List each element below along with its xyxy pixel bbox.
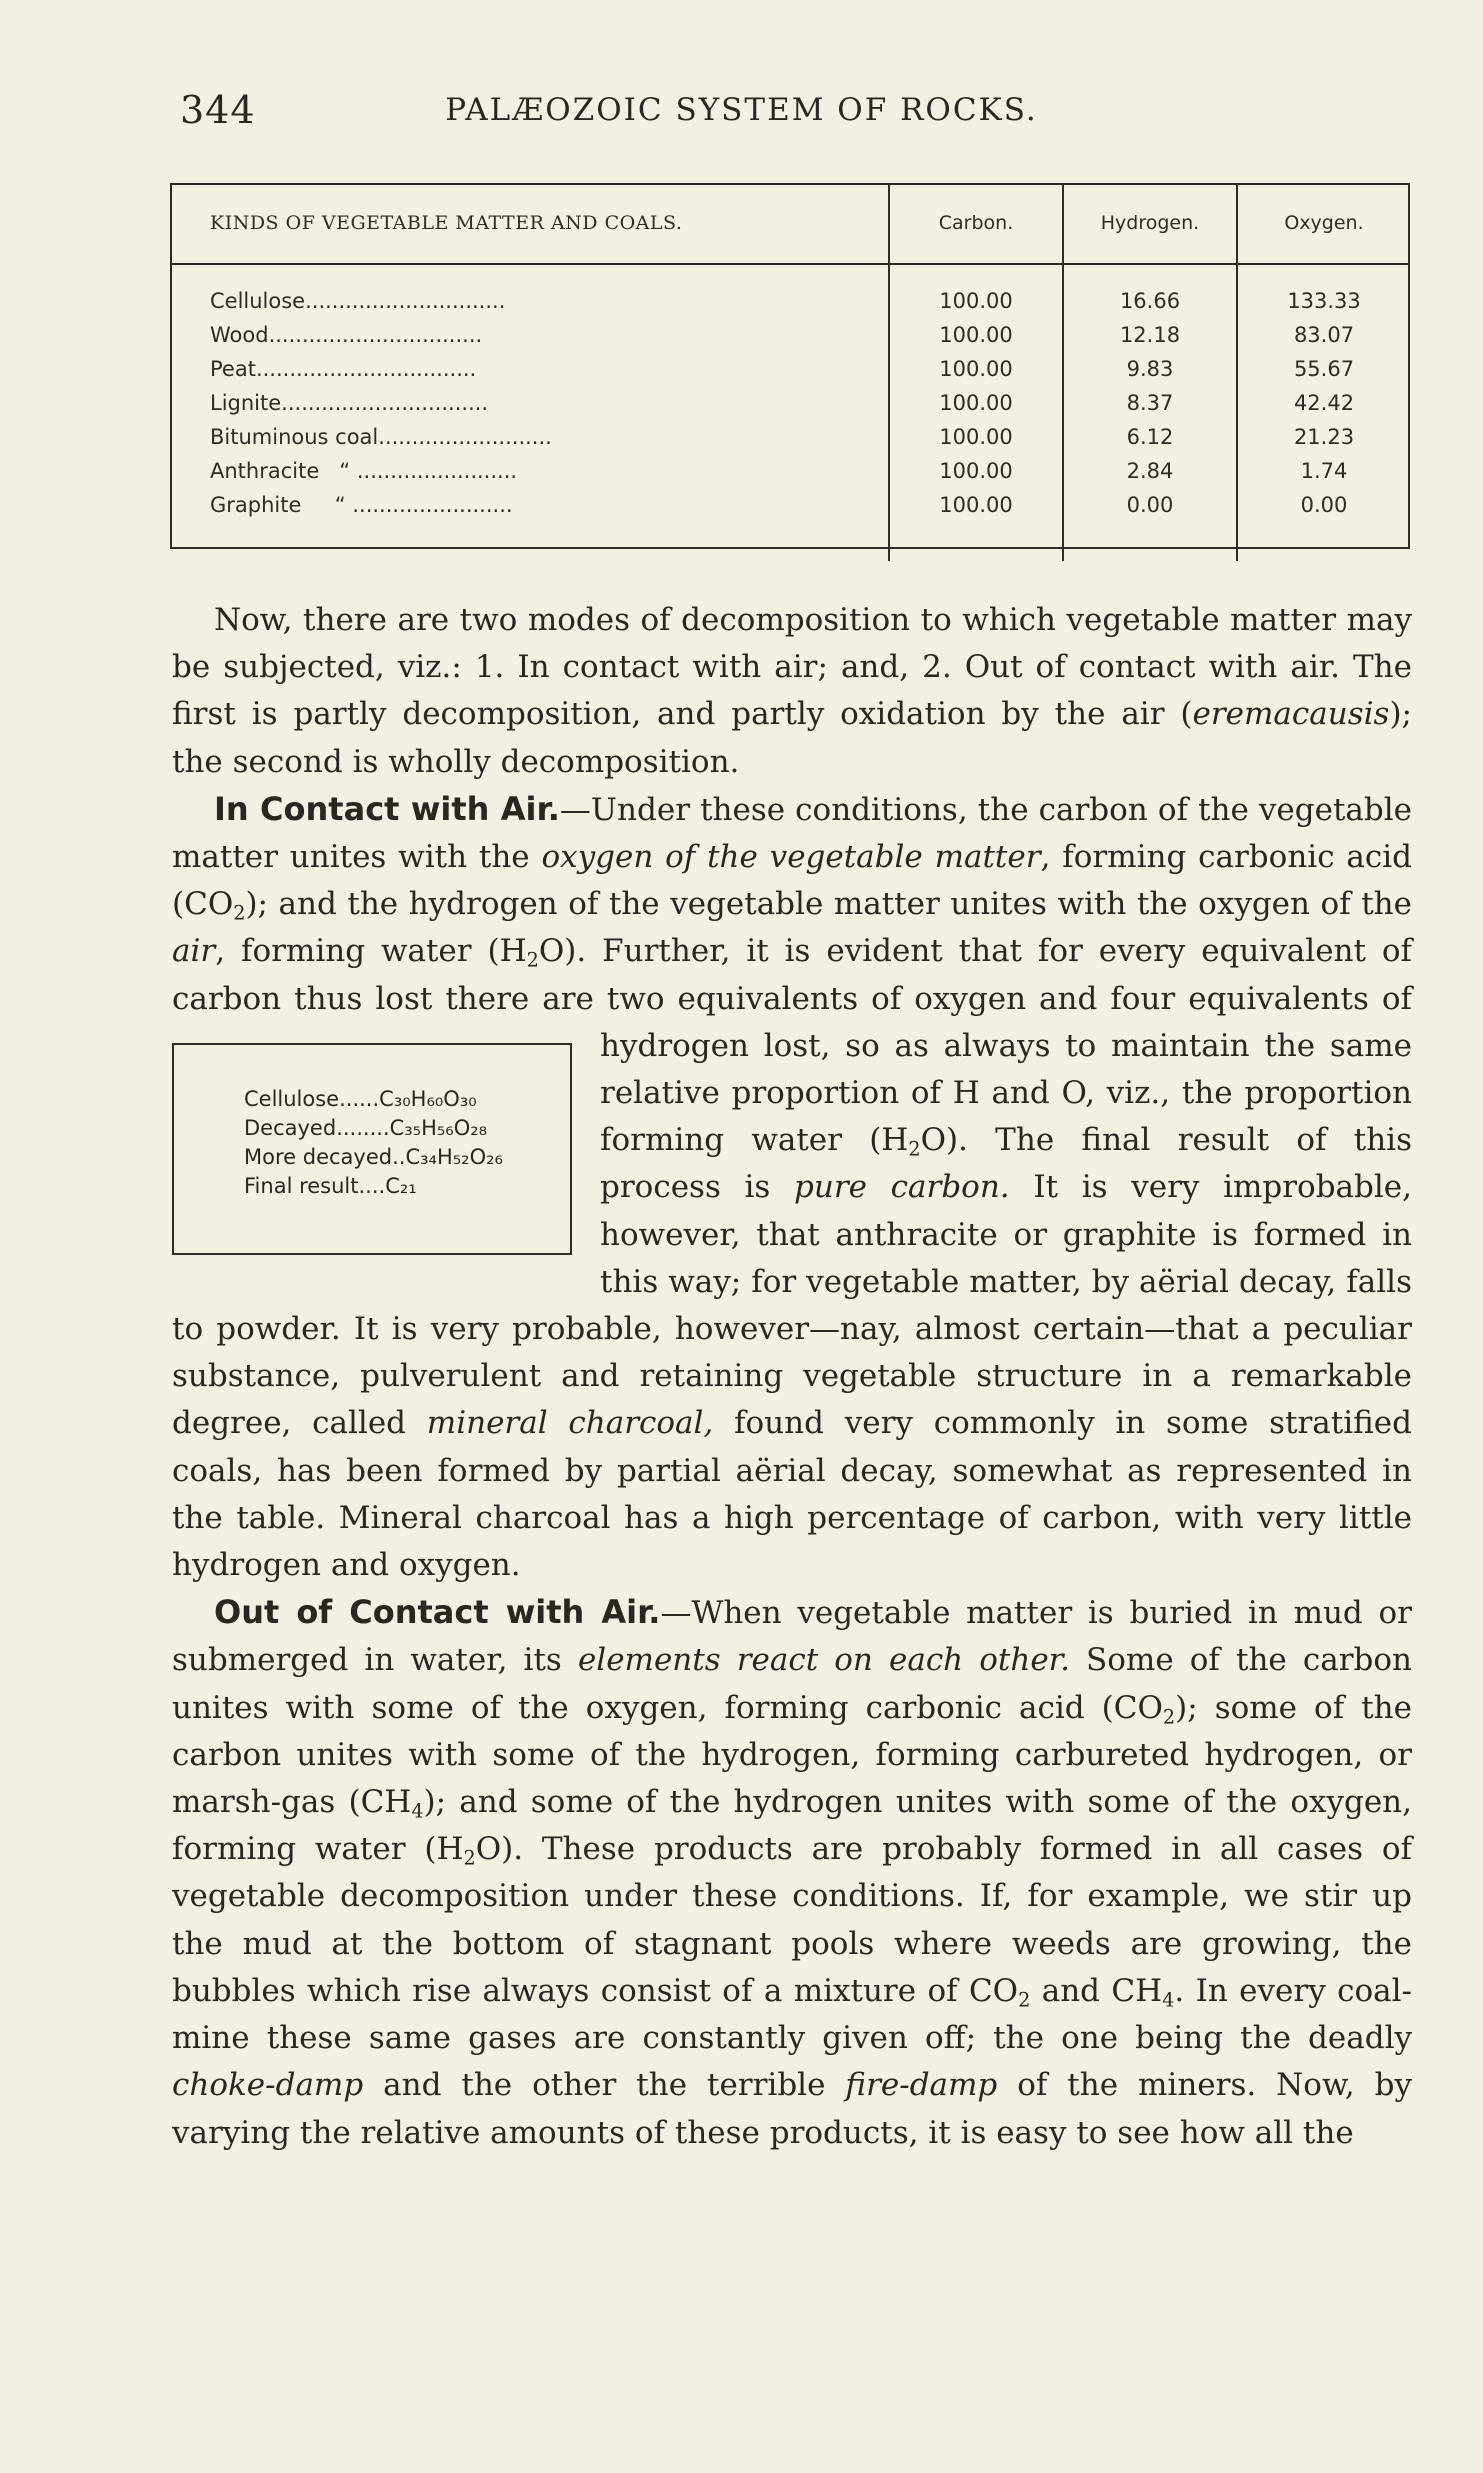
- table-header-row: [170, 183, 1410, 264]
- column-header-oxygen: Oxygen.: [1237, 183, 1410, 264]
- paragraph-text: Now, there are two modes of decomposition to which vegetable matter may be subjected, viz.: 1. In contact with air; and, 2. Out of contact with air. The first is partly decomposition, and partly oxidation by the air (: [172, 602, 1412, 733]
- inset-dots: ....: [358, 1173, 386, 1198]
- cell-oxygen: 21.23: [1237, 420, 1410, 454]
- kind-label: Bituminous coal: [210, 425, 379, 449]
- leader-dots: ................................: [268, 323, 483, 347]
- cell-hydrogen: 6.12: [1063, 420, 1237, 454]
- cell-oxygen: 0.00: [1237, 488, 1410, 561]
- inset-formula: C₃₀H₆₀O₃₀: [379, 1086, 477, 1111]
- cell-kind: [170, 454, 889, 488]
- page-header: [0, 88, 1483, 138]
- paragraph-text: ); and the hydrogen of the vegetable matter unites with the oxygen of the: [245, 886, 1412, 923]
- subscript: 2: [463, 1846, 476, 1870]
- leader-dots: ........................: [350, 459, 518, 483]
- running-title: PALÆOZOIC SYSTEM OF ROCKS.: [445, 92, 1038, 128]
- table-row: [170, 454, 1410, 488]
- cell-hydrogen: 0.00: [1063, 488, 1237, 561]
- inset-row: [202, 1143, 572, 1172]
- cell-hydrogen: 2.84: [1063, 454, 1237, 488]
- cell-oxygen: 55.67: [1237, 352, 1410, 386]
- paragraph-out-of-contact: [172, 1589, 1412, 2156]
- paragraph-text: ); some of the carbon unites with some of the hydrogen, forming carbureted hydrogen, or marsh-gas (CH: [172, 1689, 1412, 1821]
- paragraph-text: —Under these conditions, the carbon of the vegetable matter unites with the: [172, 791, 1412, 876]
- inset-right-rule: [570, 1045, 572, 1253]
- column-header-hydrogen: Hydrogen.: [1063, 183, 1237, 264]
- inset-label: Cellulose: [244, 1086, 340, 1111]
- paragraph-text: O). These products are probably formed in all cases of vegetable decomposition under these conditions. If, for example, we stir up the mud at the bottom of stagnant pools where weeds are growing, the bubbles which rise always consist of a mixture of CO: [172, 1831, 1412, 2009]
- page-number: 344: [180, 88, 256, 132]
- column-header-kind: KINDS OF VEGETABLE MATTER AND COALS.: [170, 183, 889, 264]
- emphasis-text: oxygen of the vegetable matter: [541, 839, 1041, 876]
- decay-formula-inset: [172, 1043, 572, 1255]
- table-row: [170, 264, 1410, 318]
- cell-oxygen: 1.74: [1237, 454, 1410, 488]
- kind-label: Anthracite “: [210, 459, 351, 483]
- paragraph-in-contact: [172, 786, 1412, 1589]
- paragraph-modes: [172, 597, 1412, 786]
- inset-dots: ........: [336, 1115, 390, 1140]
- paragraph-text: , forming water (H: [215, 933, 527, 970]
- paragraph-text: O). Further, it is evident that for every equivalent of carbon thus lost there are two equivalents of oxygen and four equivalents of hydrogen lost, so as: [172, 933, 1413, 1064]
- paragraph-text: and the other the terrible: [363, 2067, 846, 2104]
- paragraph-text: ); and some of the hydrogen unites with some of the oxygen, forming water (H: [172, 1784, 1412, 1868]
- inset-label: Decayed: [244, 1115, 337, 1140]
- paragraph-text: , forming carbonic acid (CO: [172, 839, 1412, 923]
- inset-formula: C₂₁: [385, 1173, 417, 1198]
- cell-kind: [170, 488, 889, 561]
- section-heading-in-contact: In Contact with Air.: [214, 789, 560, 828]
- paragraph-text: O). The final result of this process is: [600, 1122, 1412, 1206]
- subscript: 2: [908, 1137, 921, 1161]
- paragraph-text: —When vegetable matter is buried in mud or submerged in water, its: [172, 1595, 1412, 1679]
- cell-carbon: 100.00: [889, 454, 1063, 488]
- cell-oxygen: 42.42: [1237, 386, 1410, 420]
- subscript: 4: [411, 1799, 424, 1823]
- table-row: [170, 420, 1410, 454]
- paragraph-text: ); the second is wholly decomposition.: [172, 696, 1412, 780]
- cell-hydrogen: 12.18: [1063, 318, 1237, 352]
- subscript: 2: [233, 901, 246, 925]
- inset-dots: ..: [392, 1144, 406, 1169]
- subscript: 4: [1162, 1988, 1175, 2012]
- inset-left-rule: [172, 1045, 174, 1253]
- cell-kind: [170, 352, 889, 386]
- cell-carbon: 100.00: [889, 488, 1063, 561]
- inset-row: [202, 1114, 572, 1143]
- kind-label: Wood: [210, 323, 269, 347]
- emphasis-text: elements react on each other.: [577, 1642, 1070, 1679]
- kind-label: Peat: [210, 357, 256, 381]
- cell-carbon: 100.00: [889, 318, 1063, 352]
- cell-carbon: 100.00: [889, 420, 1063, 454]
- inset-formula: C₃₄H₅₂O₂₆: [405, 1144, 503, 1169]
- inset-dots: ......: [339, 1086, 380, 1111]
- paragraph-text: . In every coal-mine these same gases are constantly given off; the one being the deadly: [172, 1972, 1412, 2057]
- subscript: 2: [1018, 1988, 1031, 2012]
- cell-kind: [170, 386, 889, 420]
- inset-row: [202, 1085, 572, 1114]
- kind-label: Graphite “: [210, 493, 346, 517]
- emphasis-text: pure carbon.: [794, 1169, 1010, 1206]
- inset-formula: C₃₅H₅₆O₂₈: [389, 1115, 488, 1140]
- cell-carbon: 100.00: [889, 264, 1063, 318]
- paragraph-text: found very commonly in some stratified coals, has been formed by partial aërial decay, somewhat as represented in the table. Mineral charcoal has a high percentage of carbon, with very little hydrogen and oxygen.: [172, 1405, 1412, 1584]
- kind-label: Lignite: [210, 391, 282, 415]
- column-header-carbon: Carbon.: [889, 183, 1063, 264]
- cell-hydrogen: 9.83: [1063, 352, 1237, 386]
- cell-carbon: 100.00: [889, 352, 1063, 386]
- subscript: 2: [526, 948, 539, 972]
- emphasis-text: mineral charcoal,: [426, 1405, 714, 1442]
- section-heading-out-of-contact: Out of Contact with Air.: [214, 1593, 661, 1632]
- paragraph-text: always to maintain the same relative proportion of H and O, viz., the proportion forming water (H: [600, 1027, 1412, 1159]
- inset-label: More decayed: [244, 1144, 393, 1169]
- kind-label: Cellulose: [210, 289, 306, 313]
- paragraph-text: and CH: [1030, 1972, 1163, 2009]
- leader-dots: ..............................: [305, 289, 506, 313]
- cell-kind: [170, 264, 889, 318]
- table-row: [170, 352, 1410, 386]
- leader-dots: ...............................: [281, 391, 489, 415]
- paragraph-text: It is very improbable, however, that anthracite or graphite is formed in this way; for vegetable matter, by aërial decay, falls to powder. It is very probable, however—nay, almost certain—that a peculiar substance, pulverulent and retaining vegetable structure in a remarkable degree, called: [172, 1169, 1412, 1442]
- table-row: [170, 318, 1410, 352]
- inset-label: Final result: [244, 1173, 359, 1198]
- emphasis-eremacausis: eremacausis: [1192, 696, 1390, 733]
- leader-dots: .................................: [255, 357, 477, 381]
- paragraph-text: Some of the carbon unites with some of the oxygen, forming carbonic acid (CO: [172, 1642, 1412, 1726]
- emphasis-fire-damp: fire-damp: [845, 2067, 998, 2104]
- cell-oxygen: 133.33: [1237, 264, 1410, 318]
- cell-kind: [170, 318, 889, 352]
- cell-carbon: 100.00: [889, 386, 1063, 420]
- composition-table: [170, 183, 1410, 561]
- emphasis-text: air: [172, 933, 216, 970]
- leader-dots: ........................: [345, 493, 513, 517]
- subscript: 2: [1162, 1705, 1176, 1729]
- paragraph-text: of the miners. Now, by varying the relative amounts of these products, it is easy to see how all the: [172, 2067, 1412, 2151]
- cell-hydrogen: 16.66: [1063, 264, 1237, 318]
- leader-dots: ..........................: [378, 425, 552, 449]
- table-row: [170, 488, 1410, 561]
- body-text: [172, 597, 1412, 2157]
- table-row: [170, 386, 1410, 420]
- cell-hydrogen: 8.37: [1063, 386, 1237, 420]
- inset-row: [202, 1172, 572, 1201]
- cell-kind: [170, 420, 889, 454]
- cell-oxygen: 83.07: [1237, 318, 1410, 352]
- emphasis-choke-damp: choke-damp: [172, 2067, 364, 2104]
- inset-rows: [202, 1085, 572, 1201]
